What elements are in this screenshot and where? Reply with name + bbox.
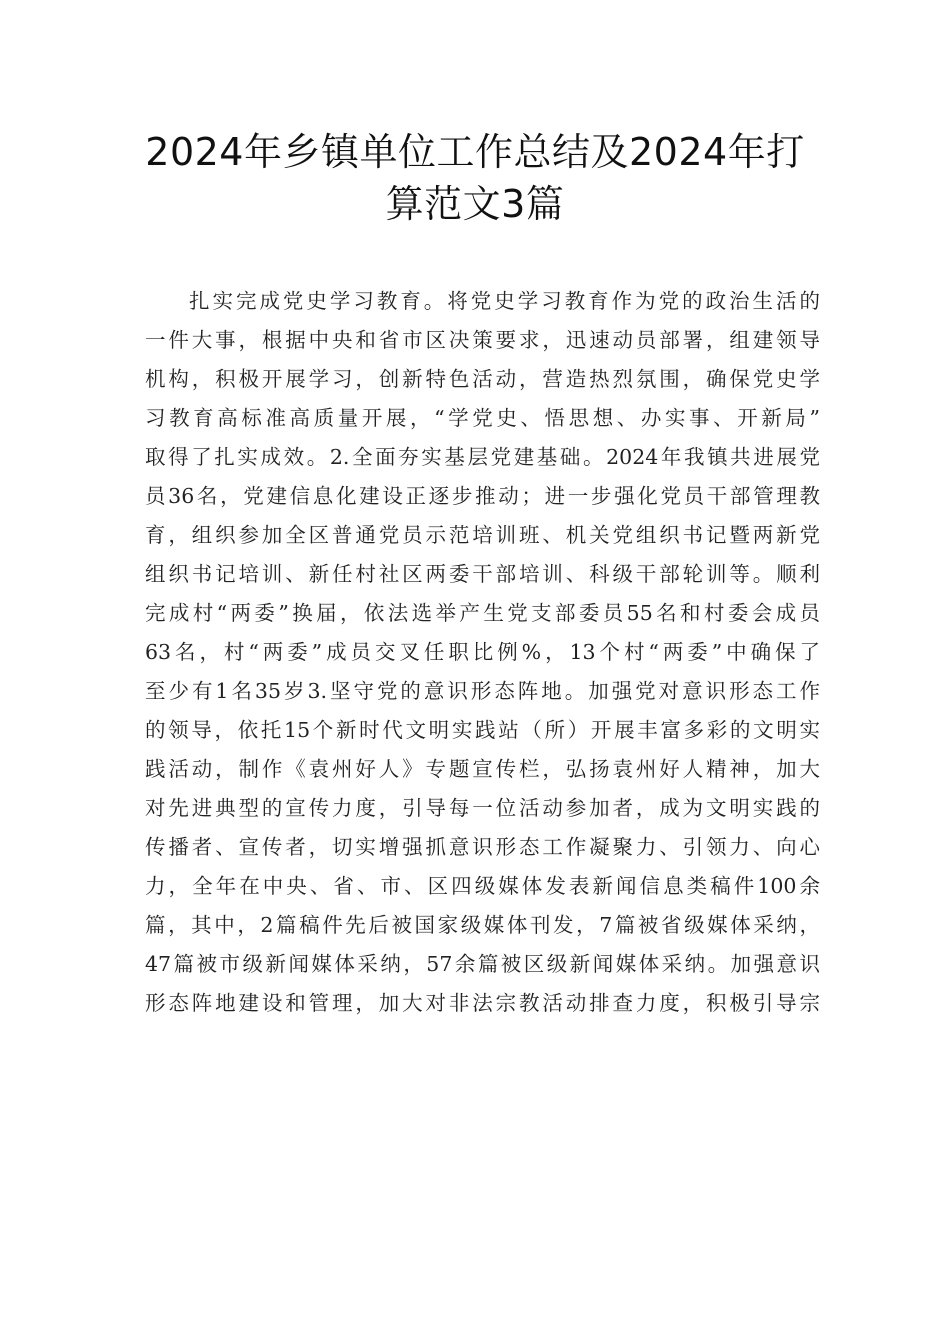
title-line-1: 2024年乡镇单位工作总结及2024年打 (145, 130, 805, 174)
body-line: 形态阵地建设和管理，加大对非法宗教活动排查力度，积极引导宗 (145, 991, 820, 1015)
body-line: 践活动，制作《袁州好人》专题宣传栏，弘扬袁州好人精神，加大 (145, 757, 820, 781)
document-body (145, 282, 820, 1023)
body-line: 63名，村“两委”成员交叉任职比例%，13个村“两委”中确保了 (145, 640, 820, 664)
body-line: 完成村“两委”换届，依法选举产生党支部委员55名和村委会成员 (145, 601, 820, 625)
body-line: 员36名，党建信息化建设正逐步推动；进一步强化党员干部管理教 (145, 484, 820, 508)
body-line: 至少有1名35岁3.坚守党的意识形态阵地。加强党对意识形态工作 (145, 679, 820, 703)
body-line: 习教育高标准高质量开展，“学党史、悟思想、办实事、开新局” (145, 406, 820, 430)
body-line: 对先进典型的宣传力度，引导每一位活动参加者，成为文明实践的 (145, 796, 820, 820)
title-line-2: 算范文3篇 (385, 182, 565, 226)
body-line: 一件大事，根据中央和省市区决策要求，迅速动员部署，组建领导 (145, 328, 820, 352)
body-line: 的领导，依托15个新时代文明实践站（所）开展丰富多彩的文明实 (145, 718, 820, 742)
body-line: 机构，积极开展学习，创新特色活动，营造热烈氛围，确保党史学 (145, 367, 820, 391)
body-line: 47篇被市级新闻媒体采纳，57余篇被区级新闻媒体采纳。加强意识 (145, 952, 820, 976)
body-line: 取得了扎实成效。2.全面夯实基层党建基础。2024年我镇共进展党 (145, 445, 820, 469)
body-line: 力，全年在中央、省、市、区四级媒体发表新闻信息类稿件100余 (145, 874, 820, 898)
body-line: 组织书记培训、新任村社区两委干部培训、科级干部轮训等。顺利 (145, 562, 820, 586)
document-title (120, 126, 830, 230)
body-line: 扎实完成党史学习教育。将党史学习教育作为党的政治生活的 (189, 289, 820, 313)
body-line: 篇，其中，2篇稿件先后被国家级媒体刊发，7篇被省级媒体采纳， (145, 913, 820, 937)
body-line: 育，组织参加全区普通党员示范培训班、机关党组织书记暨两新党 (145, 523, 820, 547)
body-line: 传播者、宣传者，切实增强抓意识形态工作凝聚力、引领力、向心 (145, 835, 820, 859)
